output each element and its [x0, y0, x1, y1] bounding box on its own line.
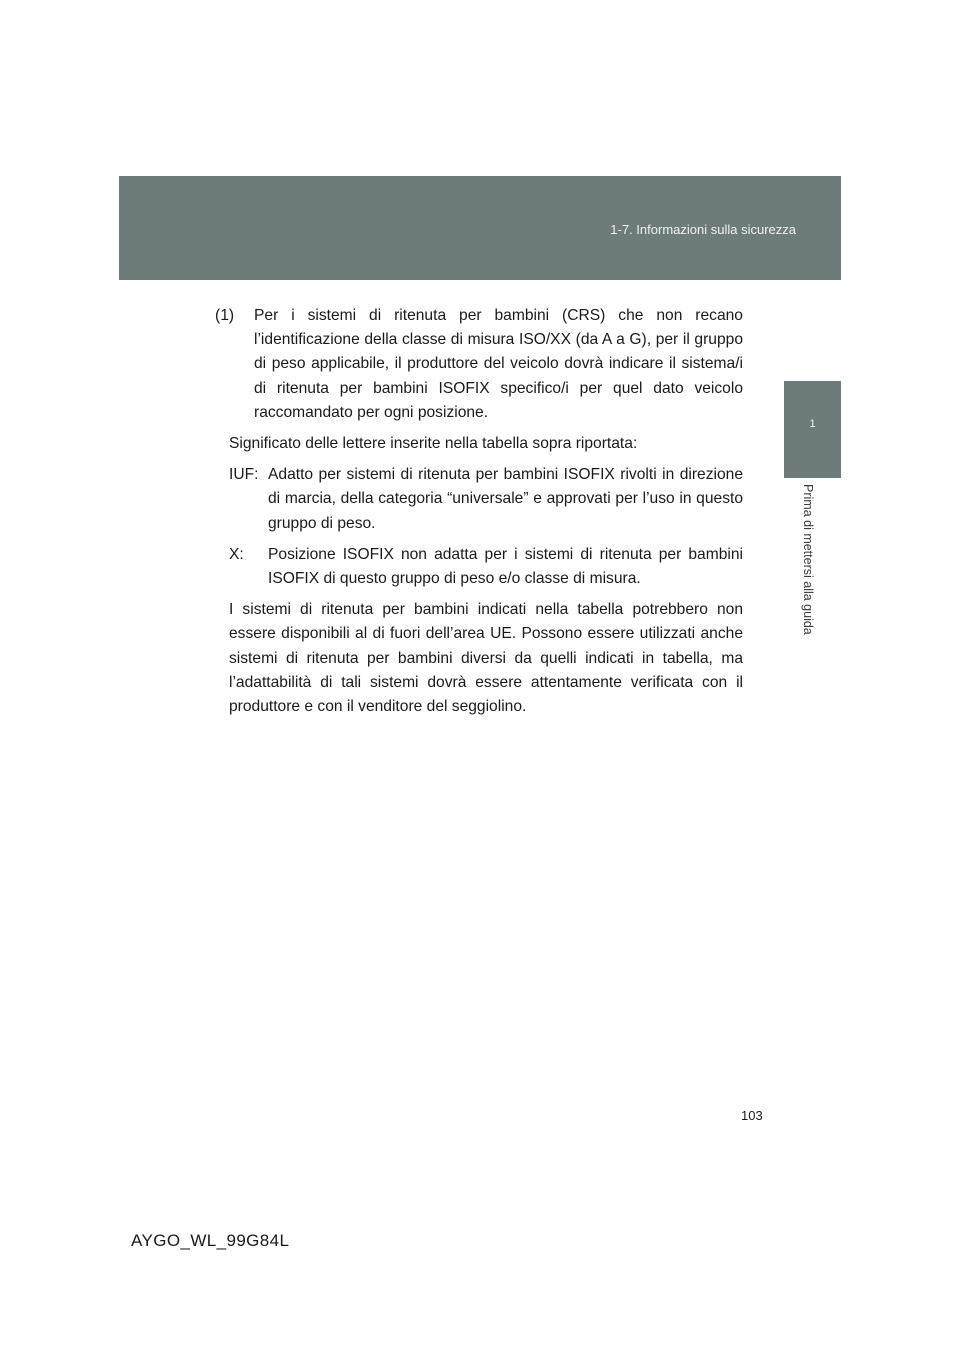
legend-item-iuf-label: IUF: [229, 466, 259, 484]
chapter-tab [784, 381, 841, 478]
page-number: 103 [741, 1108, 763, 1123]
footnote-1-text: Per i sistemi di ritenuta per bambini (CRS) che non recano l’identificazione della classe di misura ISO/XX (da A a G), per il gruppo di peso applicabile, il produttore del veicolo dovrà indicare il sistema/i di ritenuta per bambini ISOFIX specifico/i per quel dato veicolo raccomandato per ogni posizione. [254, 307, 743, 421]
section-title: 1-7. Informazioni sulla sicurezza [610, 222, 796, 237]
legend-item-iuf [229, 463, 743, 536]
footnote-1 [215, 304, 743, 425]
legend-item-x-text: Posizione ISOFIX non adatta per i sistemi di ritenuta per bambini ISOFIX di questo gruppo di peso e/o classe di misura. [268, 545, 743, 588]
page-content [215, 304, 743, 726]
legend-item-x-label: X: [229, 545, 244, 563]
legend-intro: Significato delle lettere inserite nella tabella sopra riportata: [229, 435, 638, 453]
header-band [119, 176, 841, 280]
footnote-1-label: (1) [215, 307, 235, 324]
document-code: AYGO_WL_99G84L [131, 1231, 290, 1250]
chapter-number: 1 [809, 418, 816, 430]
legend-item-iuf-text: Adatto per sistemi di ritenuta per bambini ISOFIX rivolti in direzione di marcia, della categoria “universale” e approvati per l’uso in questo gruppo di peso. [268, 466, 743, 532]
chapter-label: Prima di mettersi alla guida [801, 484, 815, 635]
closing-paragraph: I sistemi di ritenuta per bambini indicati nella tabella potrebbero non essere disponibili al di fuori dell’area UE. Possono essere utilizzati anche sistemi di ritenuta per bambini diversi da quelli indicati in tabella, ma l’adattabilità di tali sistemi dovrà essere attentamente verificata con il produttore e con il venditore del seggiolino. [229, 601, 743, 716]
legend-item-x [229, 543, 743, 591]
